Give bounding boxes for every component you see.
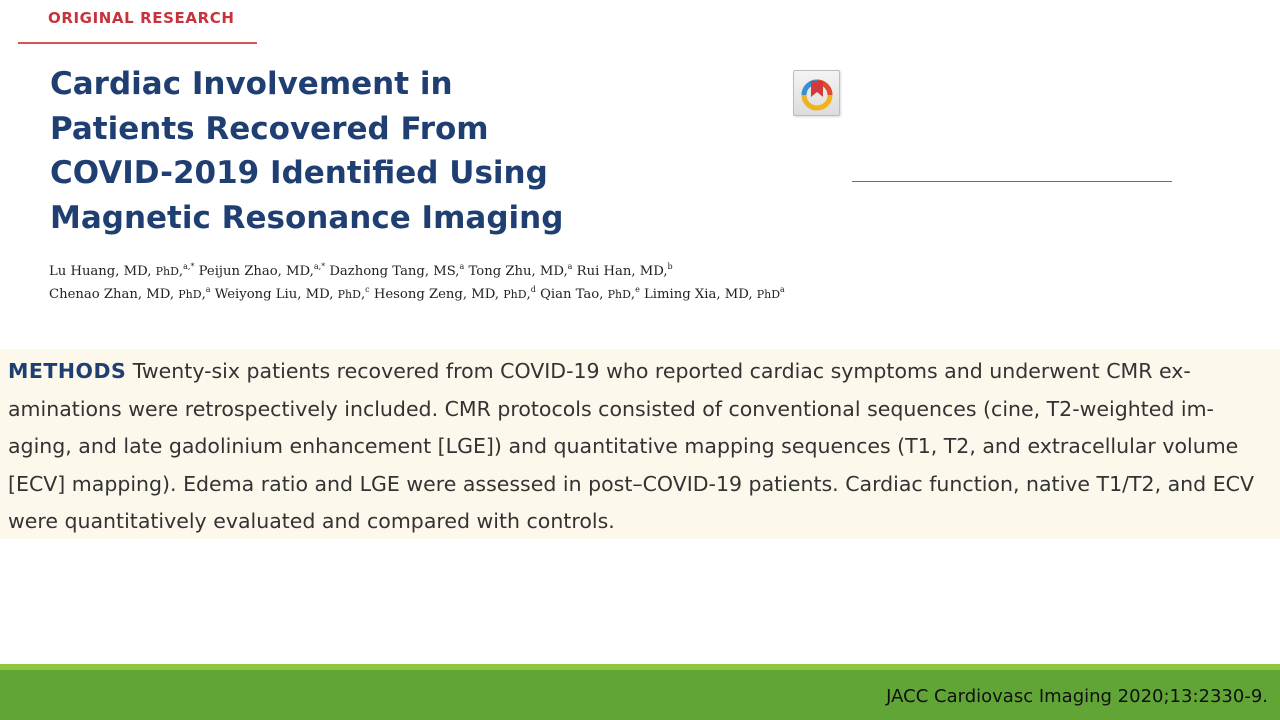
- author-text: Peijun Zhao, MD,: [194, 264, 314, 279]
- author-list: [49, 260, 909, 306]
- methods-text: [8, 353, 1270, 541]
- methods-line: [ECV] mapping). Edema ratio and LGE were assessed in post–COVID-19 patients. Cardiac function, native T1/T2, and ECV: [8, 471, 1254, 496]
- author-text: Rui Han, MD,: [572, 264, 668, 279]
- methods-line: aging, and late gadolinium enhancement [LGE]) and quantitative mapping sequences (T1, T2, and extracellular volume: [8, 434, 1239, 458]
- author-degree: PhD: [503, 288, 527, 301]
- methods-heading: METHODS: [8, 359, 127, 383]
- title-line: Patients Recovered From: [50, 110, 489, 147]
- section-divider: [18, 42, 257, 44]
- affiliation-marker: a: [459, 262, 465, 271]
- methods-line: aminations were retrospectively included. CMR protocols consisted of conventional sequences (cine, T2-weighted im-: [8, 396, 1214, 421]
- author-degree: PhD: [337, 288, 361, 301]
- methods-line: [8, 353, 1270, 391]
- author-separator: ,: [526, 287, 531, 302]
- affiliation-marker: e: [635, 285, 640, 294]
- author-separator: ,: [201, 287, 206, 302]
- title-line: Cardiac Involvement in: [50, 66, 453, 102]
- affiliation-marker: a: [780, 285, 785, 294]
- author-text: Tong Zhu, MD,: [464, 264, 568, 279]
- author-separator: ,: [178, 264, 184, 279]
- crossmark-icon-graphic: [794, 71, 841, 117]
- author-name: [325, 264, 464, 279]
- affiliation-marker: a,*: [183, 262, 195, 271]
- author-degree: PhD: [607, 288, 631, 301]
- author-text: Dazhong Tang, MS,: [325, 264, 460, 279]
- author-name: [536, 287, 640, 302]
- author-text: Qian Tao,: [535, 287, 608, 302]
- methods-line: were quantitatively evaluated and compared with controls.: [8, 509, 615, 533]
- author-line: [49, 260, 909, 283]
- author-name: [464, 264, 572, 279]
- author-name: [370, 287, 536, 302]
- author-name: [194, 264, 325, 279]
- author-separator: ,: [630, 287, 636, 302]
- header-divider: [852, 181, 1172, 182]
- affiliation-marker: a: [567, 262, 573, 271]
- author-text: Liming Xia, MD,: [639, 287, 757, 302]
- citation: JACC Cardiovasc Imaging 2020;13:2330-9.: [886, 686, 1268, 707]
- author-name: [572, 264, 672, 279]
- author-text: Lu Huang, MD,: [49, 264, 156, 279]
- crossmark-icon[interactable]: [793, 70, 840, 116]
- author-name: [640, 287, 785, 302]
- author-name: [211, 287, 370, 302]
- affiliation-marker: b: [667, 262, 673, 271]
- author-line: [49, 283, 909, 306]
- author-separator: ,: [360, 287, 366, 302]
- title-line: Magnetic Resonance Imaging: [50, 199, 564, 236]
- author-text: Weiyong Liu, MD,: [210, 287, 338, 302]
- author-degree: PhD: [178, 288, 202, 301]
- affiliation-marker: d: [530, 285, 536, 294]
- affiliation-marker: a: [205, 285, 211, 294]
- author-name: [49, 264, 194, 279]
- affiliation-marker: a,*: [313, 262, 326, 271]
- author-text: Hesong Zeng, MD,: [369, 287, 504, 302]
- author-degree: PhD: [155, 265, 179, 278]
- article-title: [50, 62, 690, 240]
- methods-abstract-panel: [0, 349, 1280, 539]
- author-degree: PhD: [756, 288, 781, 301]
- author-name: [49, 287, 211, 302]
- section-label: ORIGINAL RESEARCH: [48, 9, 235, 27]
- affiliation-marker: c: [365, 285, 370, 294]
- methods-line-text: Twenty-six patients recovered from COVID-19 who reported cardiac symptoms and underwent CMR ex-: [126, 359, 1191, 383]
- author-text: Chenao Zhan, MD,: [49, 287, 179, 302]
- title-line: COVID-2019 Identified Using: [50, 155, 548, 191]
